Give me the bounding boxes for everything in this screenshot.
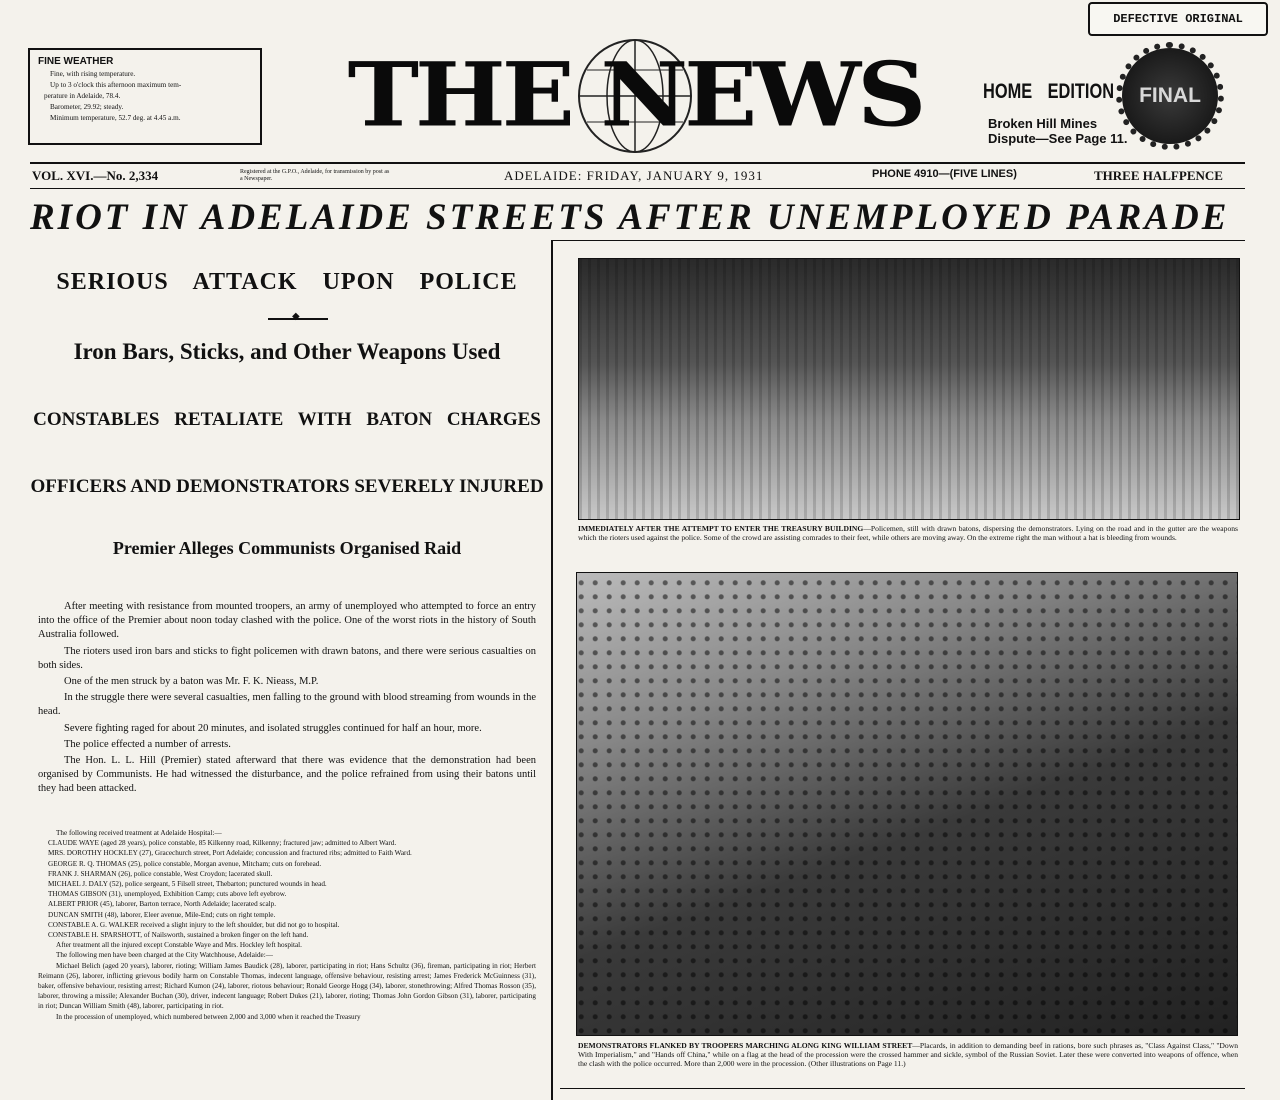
weather-line: Barometer, 29.92; steady. xyxy=(50,103,124,111)
paragraph: After meeting with resistance from mounted troopers, an army of unemployed who attempted to force an entry into the office of the Premier about noon today clashed with the police. One of the worst riots in the history of South Australia followed. xyxy=(38,601,536,641)
weather-box xyxy=(28,48,262,145)
defective-original-stamp: DEFECTIVE ORIGINAL xyxy=(1088,2,1268,36)
deck-headline: Iron Bars, Sticks, and Other Weapons Used xyxy=(73,339,501,364)
list-item: THOMAS GIBSON (31), unemployed, Exhibition Camp; cuts above left eyebrow. xyxy=(48,890,287,899)
deck-headline: Premier Alleges Communists Organised Raid xyxy=(112,538,462,558)
list-item: DUNCAN SMITH (48), laborer, Eleer avenue, Mile-End; cuts on right temple. xyxy=(48,910,276,919)
dateline xyxy=(30,166,1245,188)
photo-caption-2 xyxy=(578,1041,1238,1069)
weather-line: Fine, with rising temperature. xyxy=(50,70,136,78)
phone-number: PHONE 4910—(FIVE LINES) xyxy=(872,168,1017,180)
list-item: ALBERT PRIOR (45), laborer, Barton terrace, North Adelaide; lacerated scalp. xyxy=(48,900,277,909)
injured-list xyxy=(38,828,536,1022)
paragraph: The police effected a number of arrests. xyxy=(64,738,231,750)
list-item: CONSTABLE H. SPARSHOTT, of Nailsworth, sustained a broken finger on the left hand. xyxy=(48,931,309,940)
list-item: MICHAEL J. DALY (52), police sergeant, 5 Filsell street, Thebarton; punctured wounds in head. xyxy=(48,880,327,889)
deck-headline: SERIOUS ATTACK UPON POLICE xyxy=(56,269,518,295)
charged-heading: The following men have been charged at the City Watchhouse, Adelaide:— xyxy=(56,951,273,960)
caption-text: —Placards, in addition to demanding beef in rations, bore such phrases as, "Class Against Class," "Down With Imperialism," and "Hands off China," while on a flag at the head of the procession were the crossed hammer and sickle, symbol of the Russian Soviet. Later these were converted into weapons of offence, when the clash with the police occurred. More than 2,000 were in the procession. (Other illustrations on Page 11.) xyxy=(578,1041,1238,1069)
caption-lead: DEMONSTRATORS FLANKED BY TROOPERS MARCHING ALONG KING WILLIAM STREET xyxy=(578,1041,913,1050)
list-item: FRANK J. SHARMAN (26), police constable, West Croydon; lacerated skull. xyxy=(48,869,273,878)
dispute-line: Broken Hill Mines xyxy=(988,116,1098,131)
list-item: CLAUDE WAYE (aged 28 years), police constable, 85 Kilkenny road, Kilkenny; fractured jaw; admitted to Albert Ward. xyxy=(48,839,397,848)
volume-number: VOL. XVI.—No. 2,334 xyxy=(32,168,159,183)
deck-headline: OFFICERS AND DEMONSTRATORS SEVERELY INJURED xyxy=(30,476,544,497)
procession-photo xyxy=(576,572,1238,1036)
ornament-divider xyxy=(268,318,328,320)
caption-text: —Policemen, still with drawn batons, dispersing the demonstrators. Lying on the road and in the gutter are the weapons which the rioters used against the police. Some of the crowd are assisting comrades to their feet, while others are moving away. On the extreme right the man without a hat is bleeding from wounds. xyxy=(578,524,1238,543)
weather-line: Up to 3 o'clock this afternoon maximum tem- xyxy=(50,81,182,89)
masthead-title: THE NEWS xyxy=(347,42,923,147)
column-divider xyxy=(551,240,553,1100)
paragraph: One of the men struck by a baton was Mr. F. K. Nieass, M.P. xyxy=(64,676,319,688)
article-body xyxy=(38,600,536,799)
charged-list: Michael Belich (aged 20 years), laborer, rioting; William James Baudick (28), laborer, participating in riot; Hans Schultz (36), fireman, participating in riot; Herbert Reimann (26), laborer, inflicting grievous bodily harm on Constable Thomas, indecent language, offensive behaviour, resisting arrest; James Frederick McGuinness (31), baker, offensive behaviour, resisting arrest; Richard Kumon (24), laborer, riotous behaviour; Ronald George Hogg (34), laborer, stonethrowing; Alfred Thomas Rosson (35), laborer, throwing a missile; Alexander Buchan (30), driver, indecent language; Robert Dukes (21), laborer, rioting; Thomas John Gordon Gibson (31), laborer, participating in riot; Duncan William Smith (48), laborer, participating in riot. xyxy=(38,961,536,1011)
caption-lead: IMMEDIATELY AFTER THE ATTEMPT TO ENTER THE TREASURY BUILDING xyxy=(578,524,864,533)
weather-title: FINE WEATHER xyxy=(38,56,114,67)
list-item: MRS. DOROTHY HOCKLEY (27), Gracechurch street, Port Adelaide; concussion and fractured ribs; admitted to Faith Ward. xyxy=(48,849,412,858)
paragraph: The rioters used iron bars and sticks to fight policemen with drawn batons, and there were serious casualties on both sides. xyxy=(38,645,536,671)
photo-caption-1 xyxy=(578,524,1238,542)
paragraph: Severe fighting raged for about 20 minutes, and isolated struggles continued for half an hour, more. xyxy=(64,722,482,734)
paragraph: The Hon. L. L. Hill (Premier) stated afterward that there was evidence that the demonstration had been organised by Communists. He had witnessed the disturbance, and the police refrained from using their batons until they had been attacked. xyxy=(38,755,536,795)
divider xyxy=(560,1088,1245,1089)
final-seal: FINAL xyxy=(1122,48,1218,144)
weather-line: Minimum temperature, 52.7 deg. at 4.45 a.m. xyxy=(50,114,181,122)
divider xyxy=(551,240,1245,241)
paragraph: In the struggle there were several casualties, men falling to the ground with blood streaming from wounds in the head. xyxy=(38,692,536,718)
hospital-heading: The following received treatment at Adelaide Hospital:— xyxy=(56,829,222,837)
dispute-line: Dispute—See Page 11. xyxy=(988,131,1128,146)
list-item: GEORGE R. Q. THOMAS (25), police constable, Morgan avenue, Mitcham; cuts on forehead. xyxy=(48,859,322,868)
weather-line: perature in Adelaide, 78.4. xyxy=(44,92,121,100)
masthead xyxy=(300,30,980,155)
issue-date: ADELAIDE: FRIDAY, JANUARY 9, 1931 xyxy=(504,168,764,183)
deck-headline: CONSTABLES RETALIATE WITH BATON CHARGES xyxy=(33,409,541,430)
edition-label: HOME EDITION xyxy=(983,80,1115,103)
list-item: CONSTABLE A. G. WALKER received a slight injury to the left shoulder, but did not go to hospital. xyxy=(48,920,340,929)
divider xyxy=(30,162,1245,164)
dispute-teaser xyxy=(988,116,1138,146)
price: THREE HALFPENCE xyxy=(1094,168,1223,183)
riot-photo xyxy=(578,258,1240,520)
divider xyxy=(30,188,1245,189)
continued-line: In the procession of unemployed, which numbered between 2,000 and 3,000 when it reached the Treasury xyxy=(56,1012,361,1021)
after-treatment-note: After treatment all the injured except Constable Waye and Mrs. Hockley left hospital. xyxy=(56,941,302,950)
registration-note: Registered at the G.P.O., Adelaide, for transmission by post as a Newspaper. xyxy=(240,169,390,182)
main-headline: RIOT IN ADELAIDE STREETS AFTER UNEMPLOYED PARADE xyxy=(30,197,1230,238)
